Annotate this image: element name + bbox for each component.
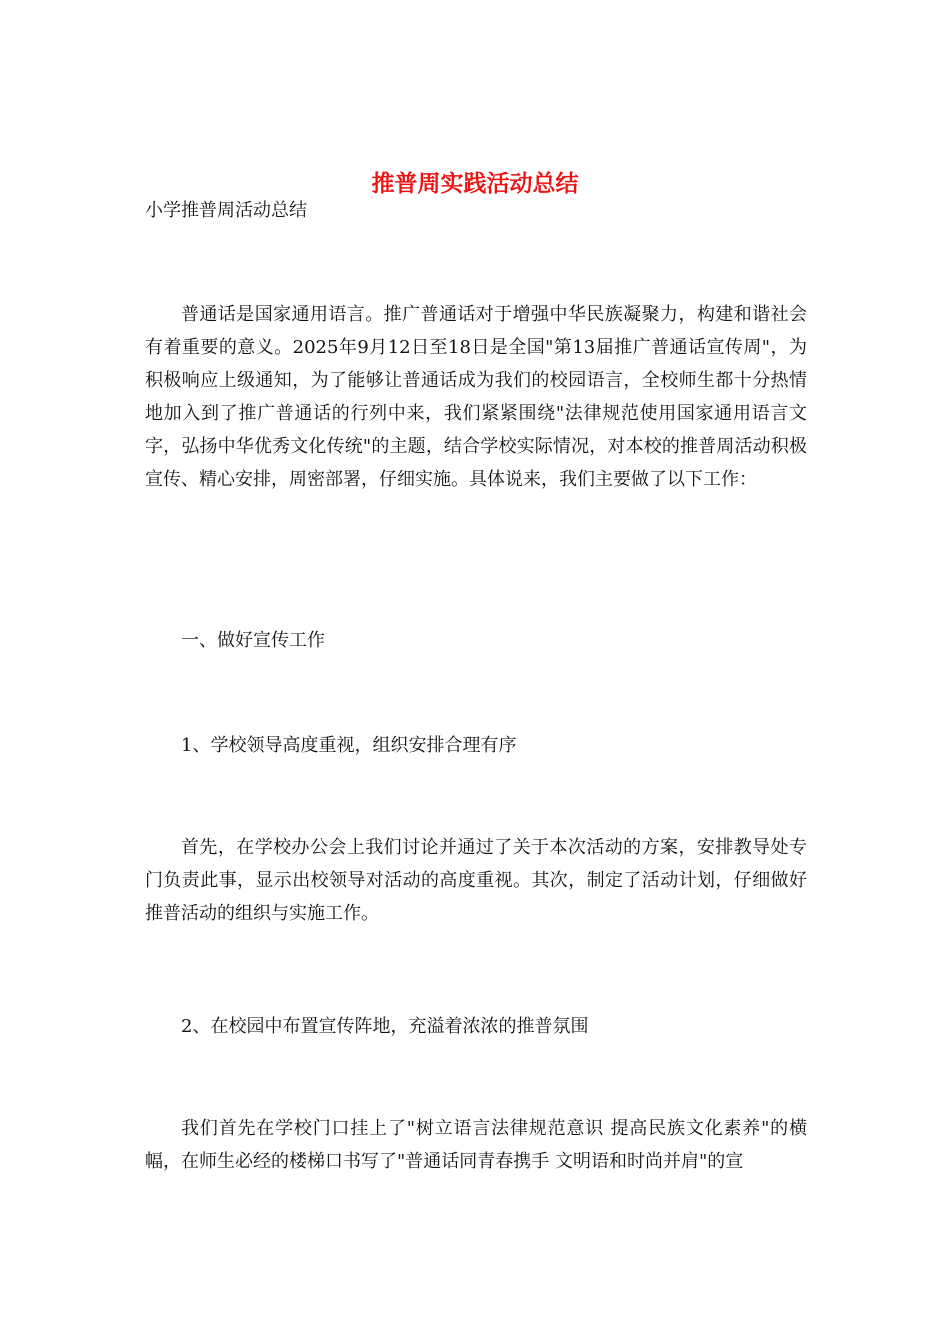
document-title: 推普周实践活动总结	[371, 170, 579, 198]
section-heading: 一、做好宣传工作	[181, 630, 325, 651]
item-2-heading: 2、在校园中布置宣传阵地，充溢着浓浓的推普氛围	[181, 1016, 589, 1037]
document-subtitle: 小学推普周活动总结	[145, 200, 307, 221]
item-2-paragraph: 我们首先在学校门口挂上了"树立语言法律规范意识 提高民族文化素养"的横幅，在师生必经的楼梯口书写了"普通话同青春携手 文明语和时尚并肩"的宣	[145, 1118, 807, 1172]
item-1-paragraph: 首先，在学校办公会上我们讨论并通过了关于本次活动的方案，安排教导处专门负责此事，显示出校领导对活动的高度重视。其次，制定了活动计划，仔细做好推普活动的组织与实施工作。	[145, 837, 807, 924]
item-1-heading: 1、学校领导高度重视，组织安排合理有序	[181, 735, 517, 756]
intro-paragraph: 普通话是国家通用语言。推广普通话对于增强中华民族凝聚力，构建和谐社会有着重要的意义。2025年9月12日至18日是全国"第13届推广普通话宣传周"，为积极响应上级通知，为了能够让普通话成为我们的校园语言，全校师生都十分热情地加入到了推广普通话的行列中来，我们紧紧围绕"法律规范使用国家通用语言文字，弘扬中华优秀文化传统"的主题，结合学校实际情况，对本校的推普周活动积极宣传、精心安排，周密部署，仔细实施。具体说来，我们主要做了以下工作：	[145, 304, 807, 490]
